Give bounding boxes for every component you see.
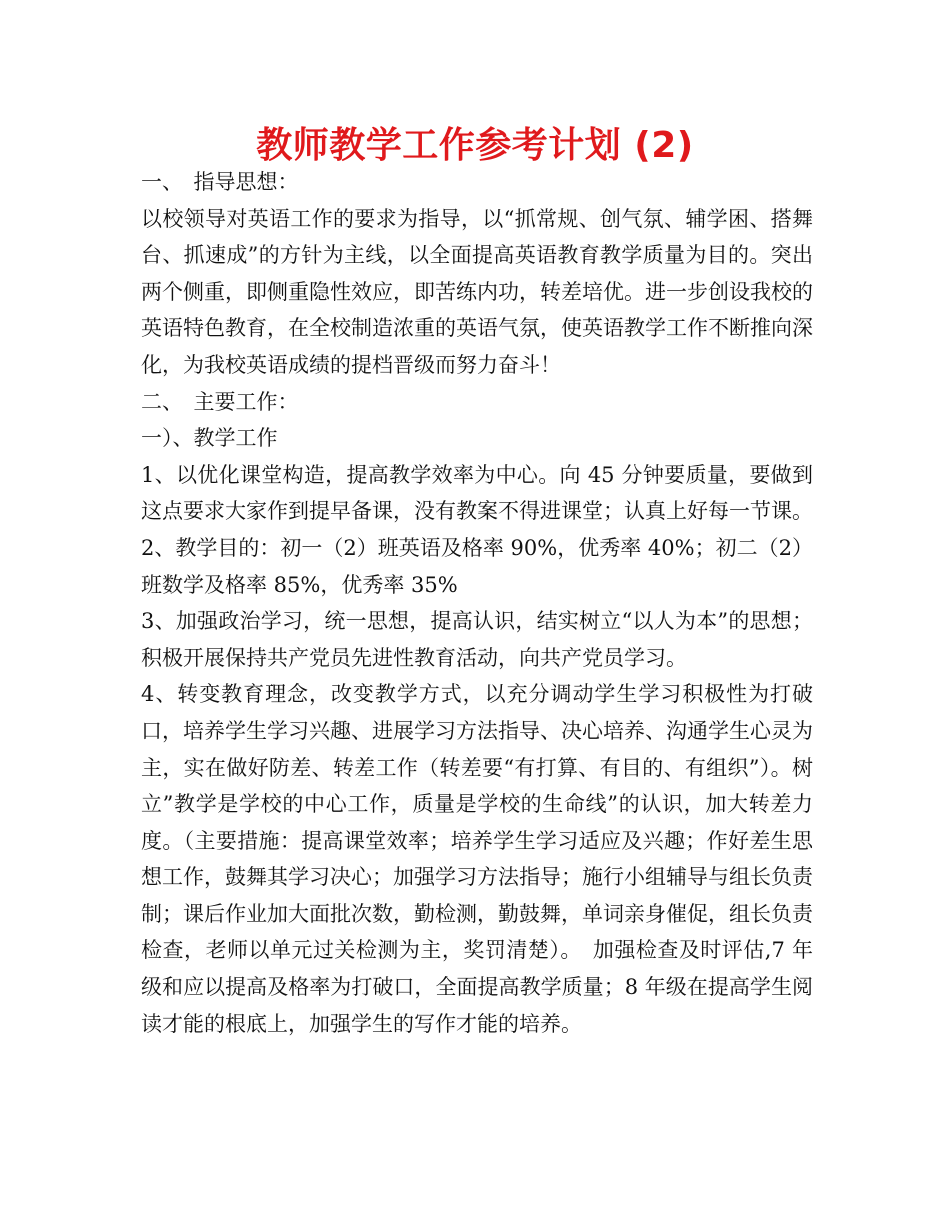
document-title: 教师教学工作参考计划 (2) bbox=[256, 125, 694, 166]
list-item-4: 4、转变教育理念，改变教学方式，以充分调动学生学习积极性为打破口，培养学生学习兴趣、进展学习方法指导、决心培养、沟通学生心灵为主，实在做好防差、转差工作（转差要“有打算、有目的、有组织”）。树立”教学是学校的中心工作，质量是学校的生命线”的认识，加大转差力度。（主要措施：提高课堂效率；培养学生学习适应及兴趣；作好差生思想工作，鼓舞其学习决心；加强学习方法指导；施行小组辅导与组长负责制；课后作业加大面批次数，勤检测，勤鼓舞，单词亲身催促，组长负责检查，老师以单元过关检测为主，奖罚清楚）。 加强检查及时评估,7 年级和应以提高及格率为打破口，全面提高教学质量；8 年级在提高学生阅读才能的根底上，加强学生的写作才能的培养。 bbox=[141, 682, 813, 1036]
list-item-2: 2、教学目的：初一（2）班英语及格率 90%，优秀率 40%；初二（2）班数学及格率 85%，优秀率 35% bbox=[141, 535, 813, 597]
subsection-heading-teaching-work: 一）、教学工作 bbox=[141, 426, 278, 451]
section-heading-main-work: 二、 主要工作： bbox=[141, 389, 299, 414]
section-heading-guiding-thought: 一、 指导思想： bbox=[141, 170, 299, 194]
paragraph-guiding-thought: 以校领导对英语工作的要求为指导，以“抓常规、创气氛、辅学困、搭舞台、抓速成”的方针为主线，以全面提高英语教育教学质量为目的。突出两个侧重，即侧重隐性效应，即苦练内功，转差培优。进一步创设我校的英语特色教育，在全校制造浓重的英语气氛，使英语教学工作不断推向深化，为我校英语成绩的提档晋级而努力奋斗！ bbox=[141, 206, 813, 377]
document-body bbox=[141, 164, 813, 1042]
list-item-3: 3、加强政治学习，统一思想，提高认识，结实树立“以人为本”的思想；积极开展保持共产党员先进性教育活动，向共产党员学习。 bbox=[141, 609, 813, 670]
list-item-1: 1、以优化课堂构造，提高教学效率为中心。向 45 分钟要质量，要做到这点要求大家作到提早备课，没有教案不得进课堂；认真上好每一节课。 bbox=[141, 462, 813, 524]
